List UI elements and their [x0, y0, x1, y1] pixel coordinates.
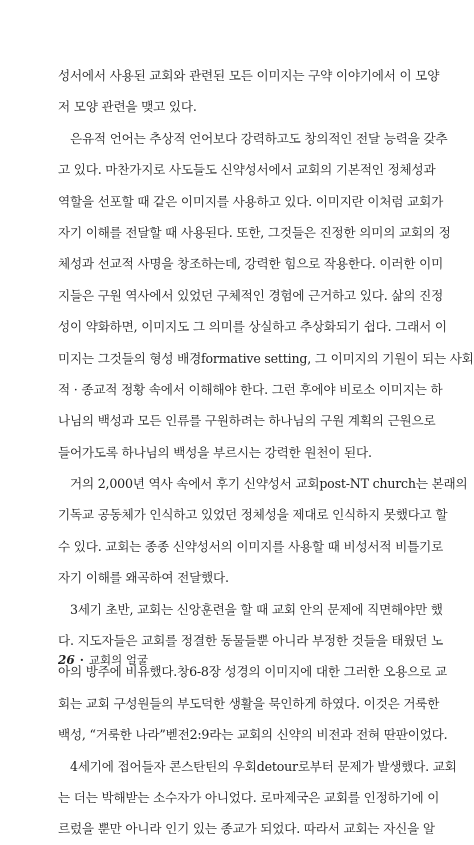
text-line: 자기 이해를 왜곡하여 전달했다.: [58, 570, 229, 586]
text-line: 미지는 그것들의 형성 배경formative setting, 그 이미지의 기원이 되는 사회: [58, 350, 474, 366]
text-line: 저 모양 관련을 맺고 있다.: [58, 99, 197, 115]
text-line: 고 있다. 마찬가지로 사도들도 신약성서에서 교회의 기본적인 정체성과: [58, 162, 436, 178]
text-line: 백성, “거룩한 나라”벧전2:9라는 교회의 신약의 비전과 전혀 딴판이었다.: [58, 727, 448, 743]
footer-separator: ·: [79, 653, 84, 667]
text-line: 수 있다. 교회는 종종 신약성서의 이미지를 사용할 때 비성서적 비틀기로: [58, 538, 444, 554]
page-number: 26: [58, 653, 75, 667]
text-line: 다. 지도자들은 교회를 정결한 동물들뿐 아니라 부정한 것들을 태웠던 노: [58, 633, 444, 649]
text-line: 들어가도록 하나님의 백성을 부르시는 강력한 원천이 된다.: [58, 444, 372, 460]
text-line: 4세기에 접어들자 콘스탄틴의 우회detour로부터 문제가 발생했다. 교회: [70, 758, 457, 774]
text-line: 는 더는 박해받는 소수자가 아니었다. 로마제국은 교회를 인정하기에 이: [58, 789, 440, 805]
text-line: 르렀을 뿐만 아니라 인기 있는 종교가 되었다. 따라서 교회는 자신을 알: [58, 821, 435, 837]
text-line: 회는 교회 구성원들의 부도덕한 생활을 묵인하게 하였다. 이것은 거룩한: [58, 695, 440, 711]
text-line: 역할을 선포할 때 같은 이미지를 사용하고 있다. 이미지란 이처럼 교회가: [58, 193, 444, 209]
text-line: 자기 이해를 전달할 때 사용된다. 또한, 그것들은 진정한 의미의 교회의 정: [58, 224, 451, 240]
text-line: 3세기 초반, 교회는 신앙훈련을 할 때 교회 안의 문제에 직면해야만 했: [70, 601, 443, 617]
text-line: 나님의 백성과 모든 인류를 구원하려는 하나님의 구원 계획의 근원으로: [58, 413, 436, 429]
text-line: 적 · 종교적 정황 속에서 이해해야 한다. 그런 후에야 비로소 이미지는 하: [58, 381, 443, 397]
body-text: [58, 60, 474, 845]
text-line: 성이 약화하면, 이미지도 그 의미를 상실하고 추상화되기 쉽다. 그래서 이: [58, 319, 447, 335]
page-footer: [58, 652, 148, 668]
text-line: 아의 방주에 비유했다.창6-8장 성경의 이미지에 대한 그러한 오용으로 교: [58, 664, 447, 680]
text-line: 거의 2,000년 역사 속에서 후기 신약성서 교회post-NT church는 본래의: [70, 476, 468, 492]
text-line: 체성과 선교적 사명을 창조하는데, 강력한 힘으로 작용한다. 이러한 이미: [58, 256, 444, 272]
text-line: 성서에서 사용된 교회와 관련된 모든 이미지는 구약 이야기에서 이 모양: [58, 68, 440, 83]
text-line: 기독교 공동체가 인식하고 있었던 정체성을 제대로 인식하지 못했다고 할: [58, 507, 448, 523]
text-line: 은유적 언어는 추상적 언어보다 강력하고도 창의적인 전달 능력을 갖추: [70, 130, 448, 146]
book-title: 교회의 얼굴: [88, 653, 149, 667]
text-line: 지들은 구원 역사에서 있었던 구체적인 경험에 근거하고 있다. 삶의 진정: [58, 287, 444, 303]
